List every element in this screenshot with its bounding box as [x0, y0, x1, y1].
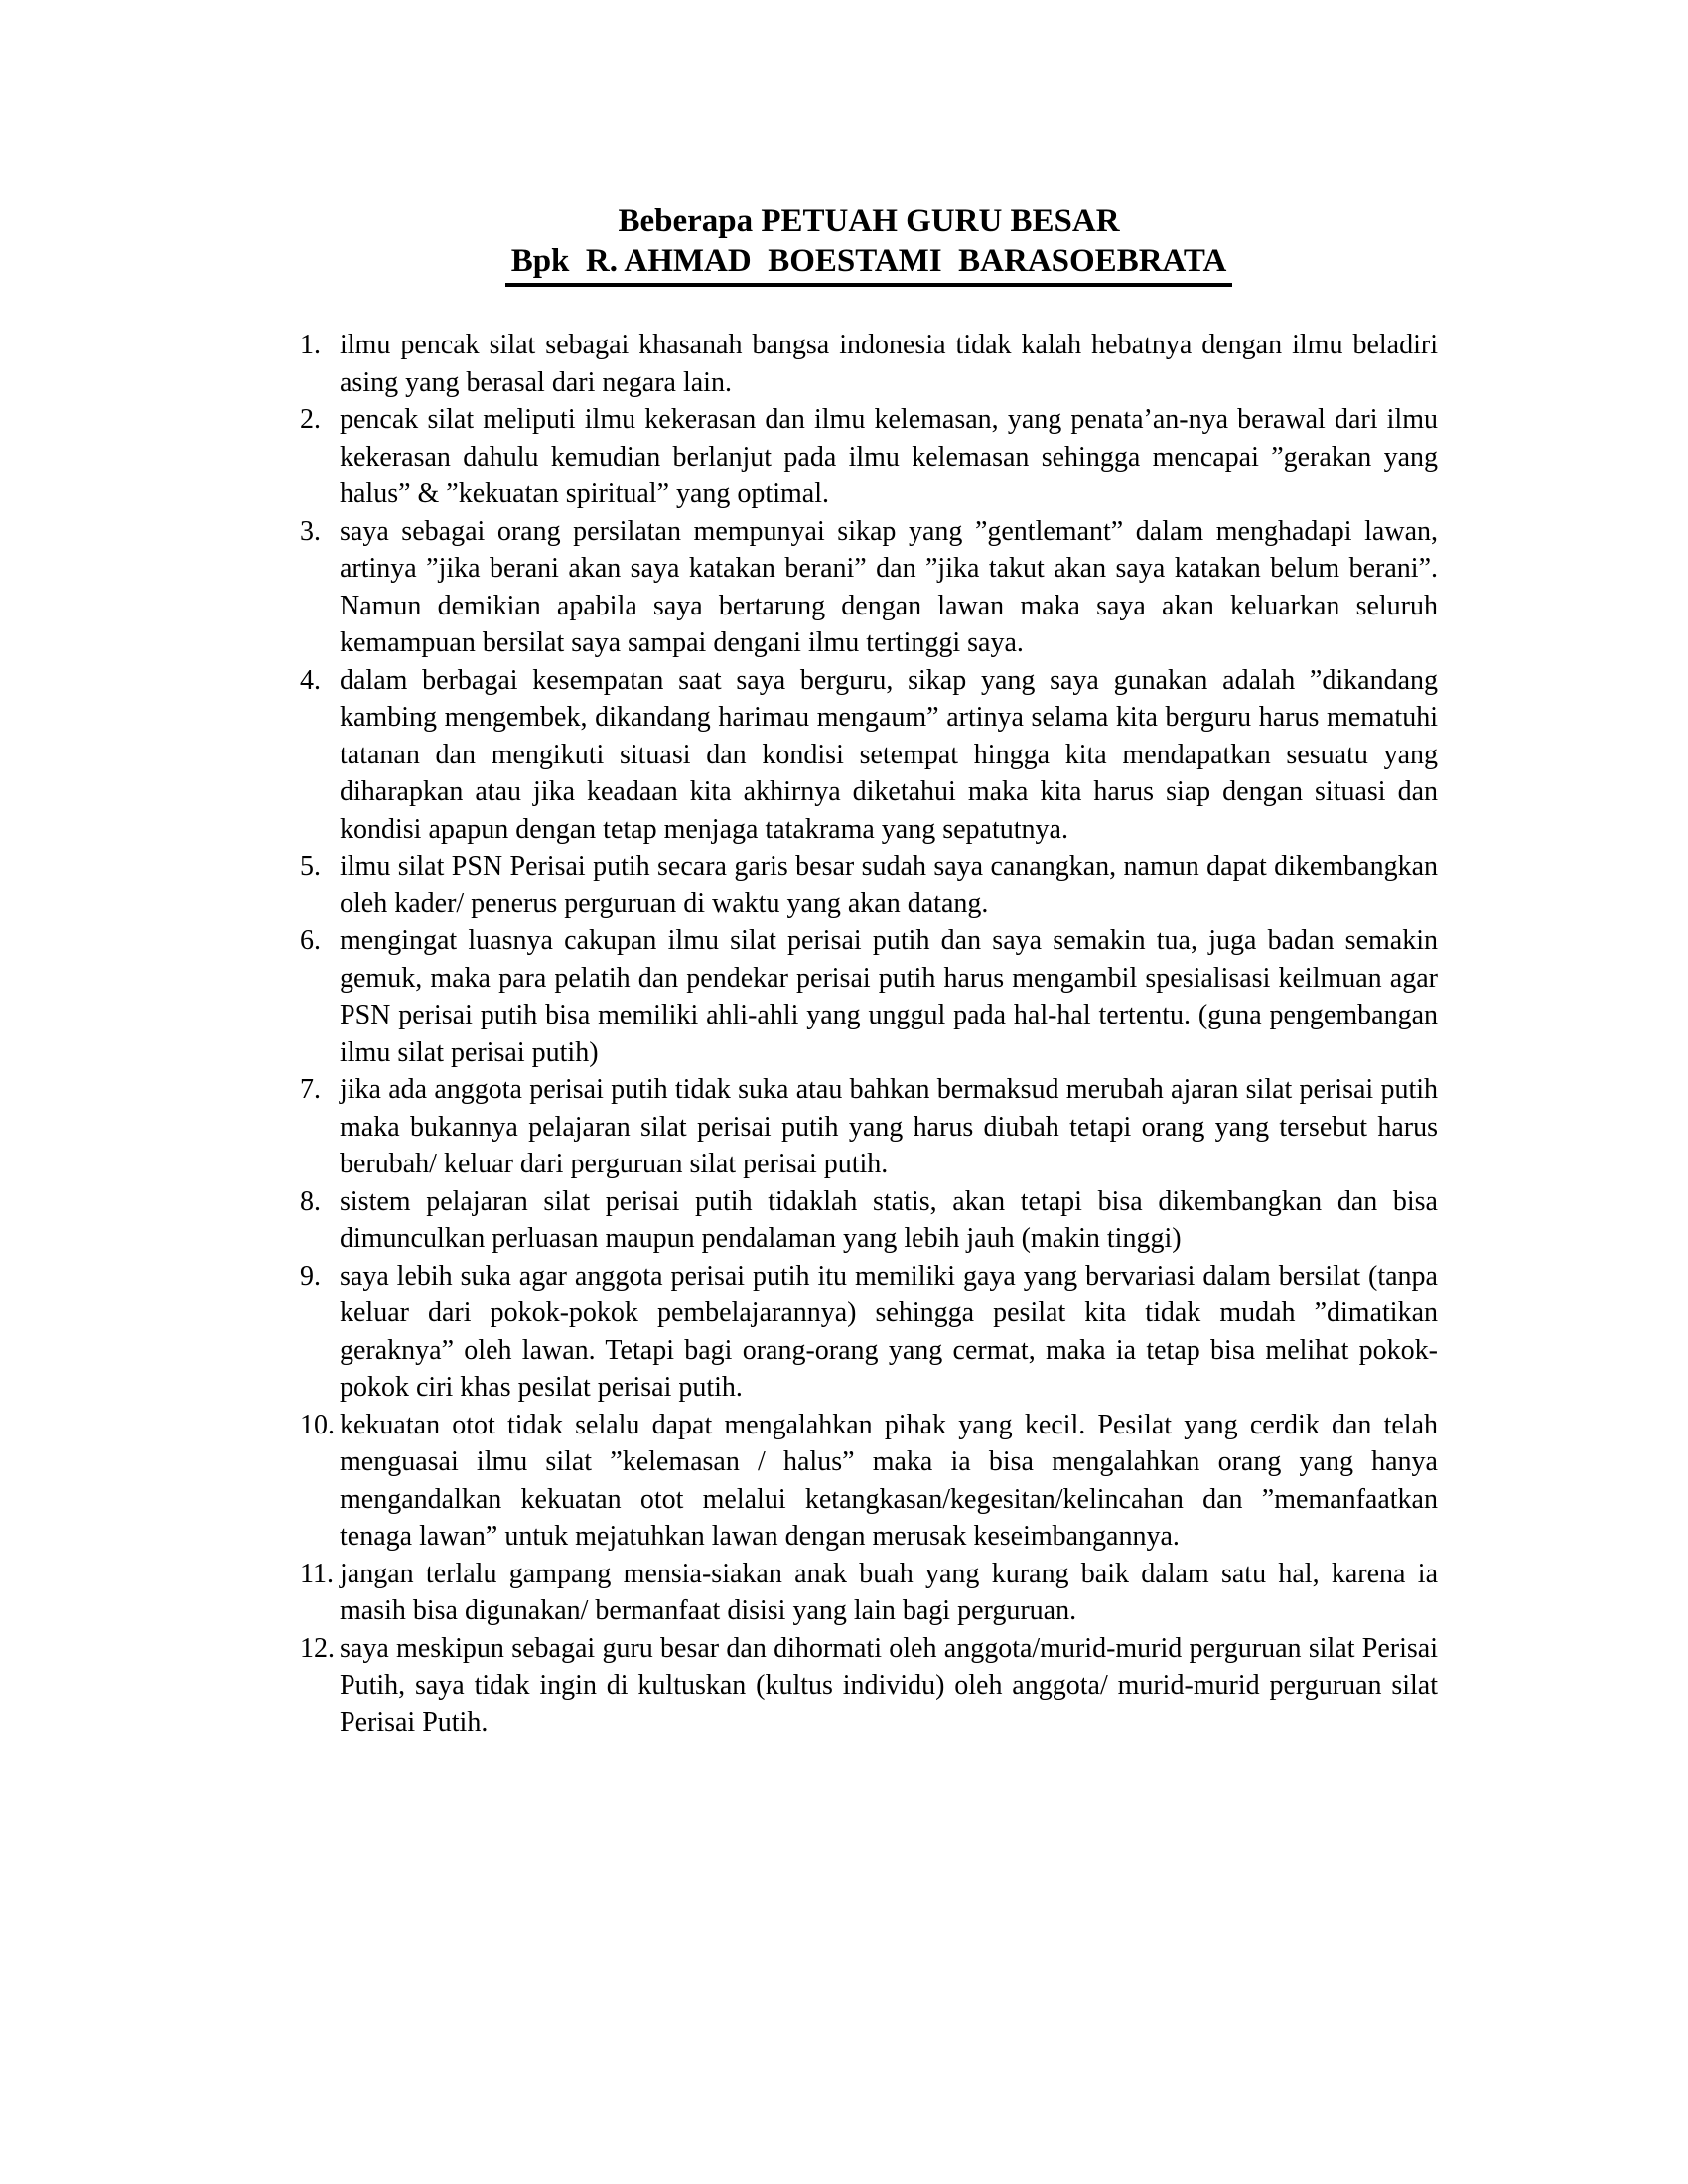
item-text: saya meskipun sebagai guru besar dan dihormati oleh anggota/murid-murid perguruan silat Perisai Putih, saya tidak ingin di kultuskan (kultus individu) oleh anggota/ murid-murid perguruan silat Perisai Putih. [340, 1632, 1438, 1738]
item-number: 6. [300, 925, 321, 956]
list-item [300, 327, 1438, 401]
document-body [300, 202, 1438, 1741]
item-text: ilmu silat PSN Perisai putih secara garis besar sudah saya canangkan, namun dapat dikembangkan oleh kader/ penerus perguruan di waktu yang akan datang. [340, 851, 1438, 919]
list-item [300, 513, 1438, 662]
item-text: mengingat luasnya cakupan ilmu silat perisai putih dan saya semakin tua, juga badan semakin gemuk, maka para pelatih dan pendekar perisai putih harus mengambil spesialisasi keilmuan agar PSN perisai putih bisa memiliki ahli-ahli yang unggul pada hal-hal tertentu. (guna pengembangan ilmu silat perisai putih) [340, 925, 1438, 1068]
item-number: 10. [300, 1409, 335, 1440]
list-item [300, 1407, 1438, 1556]
item-text: dalam berbagai kesempatan saat saya berguru, sikap yang saya gunakan adalah ”dikandang kambing mengembek, dikandang harimau mengaum” artinya selama kita berguru harus mematuhi tatanan dan mengikuti situasi dan kondisi setempat hingga kita mendapatkan sesuatu yang diharapkan atau jika keadaan kita akhirnya diketahui maka kita harus siap dengan situasi dan kondisi apapun dengan tetap menjaga tatakrama yang sepatutnya. [340, 664, 1438, 845]
item-text: sistem pelajaran silat perisai putih tidaklah statis, akan tetapi bisa dikembangkan dan bisa dimunculkan perluasan maupun pendalaman yang lebih jauh (makin tinggi) [340, 1185, 1438, 1254]
document-title [300, 202, 1438, 287]
list-item [300, 1183, 1438, 1258]
item-number: 7. [300, 1074, 321, 1105]
item-number: 12. [300, 1632, 335, 1664]
title-line-2 [300, 241, 1438, 287]
title-line-1: Beberapa PETUAH GURU BESAR [618, 204, 1120, 239]
item-number: 11. [300, 1558, 334, 1589]
item-text: jangan terlalu gampang mensia-siakan anak buah yang kurang baik dalam satu hal, karena ia masih bisa digunakan/ bermanfaat disisi yang lain bagi perguruan. [340, 1558, 1438, 1626]
item-number: 1. [300, 330, 321, 360]
item-text: ilmu pencak silat sebagai khasanah bangsa indonesia tidak kalah hebatnya dengan ilmu beladiri asing yang berasal dari negara lain. [340, 330, 1438, 398]
list-item [300, 662, 1438, 849]
list-item [300, 922, 1438, 1071]
item-number: 4. [300, 664, 321, 696]
list-item [300, 401, 1438, 513]
list-item [300, 1071, 1438, 1183]
item-text: saya sebagai orang persilatan mempunyai sikap yang ”gentlemant” dalam menghadapi lawan, artinya ”jika berani akan saya katakan berani” dan ”jika takut akan saya katakan belum berani”. Namun demikian apabila saya bertarung dengan lawan maka saya akan keluarkan seluruh kemampuan bersilat saya sampai dengani ilmu tertinggi saya. [340, 515, 1438, 658]
item-number: 8. [300, 1185, 321, 1217]
list-item [300, 1258, 1438, 1407]
item-text: pencak silat meliputi ilmu kekerasan dan ilmu kelemasan, yang penata’an-nya berawal dari ilmu kekerasan dahulu kemudian berlanjut pada ilmu kelemasan sehingga mencapai ”gerakan yang halus” & ”kekuatan spiritual” yang optimal. [340, 404, 1438, 509]
item-text: saya lebih suka agar anggota perisai putih itu memiliki gaya yang bervariasi dalam bersilat (tanpa keluar dari pokok-pokok pembelajarannya) sehingga pesilat kita tidak mudah ”dimatikan geraknya” oleh lawan. Tetapi bagi orang-orang yang cermat, maka ia tetap bisa melihat pokok-pokok ciri khas pesilat perisai putih. [340, 1260, 1438, 1403]
item-number: 9. [300, 1260, 321, 1292]
item-text: kekuatan otot tidak selalu dapat mengalahkan pihak yang kecil. Pesilat yang cerdik dan telah menguasai ilmu silat ”kelemasan / halus” maka ia bisa mengalahkan orang yang hanya mengandalkan kekuatan otot melalui ketangkasan/kegesitan/kelincahan dan ”memanfaatkan tenaga lawan” untuk mejatuhkan lawan dengan merusak keseimbangannya. [340, 1409, 1438, 1552]
list-item [300, 1556, 1438, 1630]
item-number: 2. [300, 404, 321, 435]
list-item [300, 1630, 1438, 1742]
item-number: 3. [300, 515, 321, 547]
petuah-list [300, 327, 1438, 1741]
item-number: 5. [300, 851, 321, 882]
list-item [300, 848, 1438, 922]
item-text: jika ada anggota perisai putih tidak suka atau bahkan bermaksud merubah ajaran silat perisai putih maka bukannya pelajaran silat perisai putih yang harus diubah tetapi orang yang tersebut harus berubah/ keluar dari perguruan silat perisai putih. [340, 1074, 1438, 1179]
title-line-2-text: Bpk R. AHMAD BOESTAMI BARASOEBRATA [505, 241, 1233, 287]
